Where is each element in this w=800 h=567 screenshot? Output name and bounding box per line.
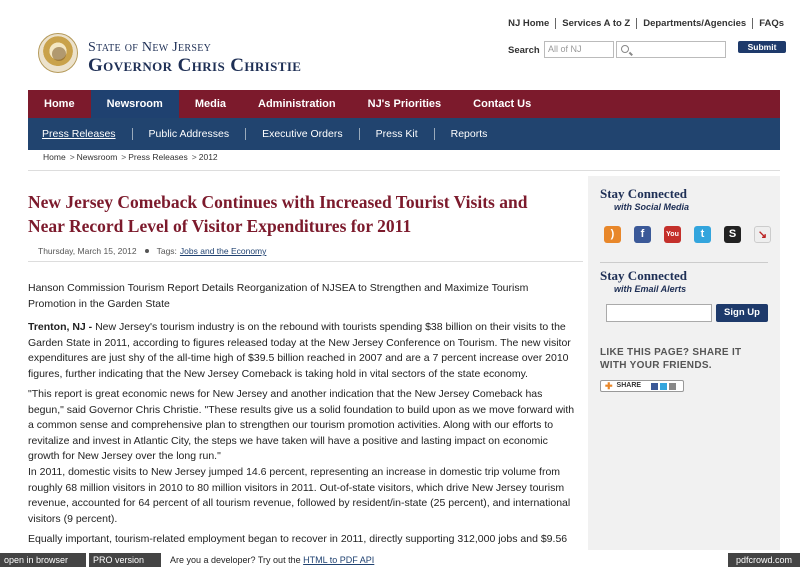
subnav-reports[interactable]: Reports xyxy=(434,128,504,140)
breadcrumb-year[interactable]: 2012 xyxy=(198,152,218,162)
tag-link[interactable]: Jobs and the Economy xyxy=(179,246,267,256)
developer-note xyxy=(170,553,374,567)
stay-connected-heading: Stay Connected xyxy=(600,186,688,201)
article-meta xyxy=(38,246,266,256)
article-date: Thursday, March 15, 2012 xyxy=(38,246,137,256)
nav-media[interactable]: Media xyxy=(194,98,226,110)
breadcrumb-home[interactable]: Home xyxy=(43,152,66,162)
nav-priorities[interactable]: NJ's Priorities xyxy=(367,98,442,110)
nav-newsroom[interactable]: Newsroom xyxy=(91,90,179,118)
top-link-faqs[interactable]: FAQs xyxy=(752,18,790,29)
sub-nav xyxy=(28,118,780,150)
top-link-services[interactable]: Services A to Z xyxy=(555,18,636,29)
social-media-subheading: with Social Media xyxy=(614,202,690,212)
main-nav xyxy=(28,90,780,118)
tags-label: Tags: xyxy=(156,246,177,256)
article-title: New Jersey Comeback Continues with Increased Tourist Visits and Near Record Level of Visitor Expenditures for 2011 xyxy=(28,192,528,236)
subnav-press-kit[interactable]: Press Kit xyxy=(359,128,434,140)
nav-home[interactable]: Home xyxy=(44,98,75,110)
facebook-icon xyxy=(651,383,658,390)
html-to-pdf-api-link[interactable]: HTML to PDF API xyxy=(303,555,375,565)
bullet-icon xyxy=(145,249,149,253)
article-paragraph: In 2011, domestic visits to New Jersey jumped 14.6 percent, representing an increase in domestic trip volume from roughly 68 million visitors in 2010 to 80 million visitors in 2011. Out-of-state visitors, which drive New Jersey tourism revenue, accounted for 64 percent of all tourism revenue, followed by resident/in-state (25 percent), and international visitors (9 percent). xyxy=(28,466,571,525)
divider xyxy=(28,170,780,171)
breadcrumb-separator: > xyxy=(121,152,127,162)
pdfcrowd-brand[interactable]: pdfcrowd.com xyxy=(728,553,800,567)
article-paragraph: Equally important, tourism-related employment began to recover in 2011, directly supporting 312,000 jobs and $9.56 xyxy=(28,533,568,545)
pdf-footer xyxy=(0,553,800,567)
stay-connected-heading: Stay Connected xyxy=(600,268,688,283)
share-label: SHARE xyxy=(616,382,642,389)
top-utility-links xyxy=(502,18,790,29)
brand-governor: Governor Chris Christie xyxy=(88,55,302,76)
share-button[interactable] xyxy=(600,380,684,392)
article-summary: Hanson Commission Tourism Report Details Reorganization of NJSEA to Strengthen and Maximize Tourism Promotion in the Garden State xyxy=(28,282,529,310)
state-seal-logo[interactable] xyxy=(38,33,78,73)
dateline: Trenton, NJ - xyxy=(28,321,93,333)
breadcrumb-separator: > xyxy=(191,152,197,162)
sidebar xyxy=(588,176,780,550)
facebook-icon[interactable]: f xyxy=(634,226,651,243)
divider xyxy=(28,261,583,262)
subnav-executive-orders[interactable]: Executive Orders xyxy=(245,128,359,140)
search-submit-button[interactable]: Submit xyxy=(738,41,786,53)
external-link-icon[interactable]: ↘ xyxy=(754,226,771,243)
nav-administration[interactable]: Administration xyxy=(258,98,336,110)
breadcrumb-separator: > xyxy=(69,152,75,162)
social-icons xyxy=(604,226,784,243)
top-link-departments[interactable]: Departments/Agencies xyxy=(636,18,752,29)
top-link-nj-home[interactable]: NJ Home xyxy=(508,18,550,29)
plus-icon: ✚ xyxy=(605,381,613,391)
twitter-icon xyxy=(660,383,667,390)
rss-icon[interactable]: ) xyxy=(604,226,621,243)
article-paragraph xyxy=(28,320,576,382)
open-in-browser-button[interactable]: open in browser xyxy=(0,553,86,567)
nav-contact-us[interactable]: Contact Us xyxy=(473,98,532,110)
search-scope-select[interactable]: All of NJ xyxy=(544,41,614,58)
scribd-icon[interactable]: S xyxy=(724,226,741,243)
email-field[interactable] xyxy=(606,304,712,322)
breadcrumb xyxy=(43,152,222,162)
youtube-icon[interactable]: You xyxy=(664,226,681,243)
article-paragraph: "This report is great economic news for New Jersey and another indication that the New Jersey Comeback has begun," said Governor Chris Christie. "These results give us a solid foundation to build upon as we move forward with a common sense and comprehensive plan to strengthen our tourism promotion activities. Along with our efforts to revitalize and invest in Atlantic City, the steps we have taken will have a positive and lasting impact on economic growth for New Jersey over the long run." xyxy=(28,388,575,462)
email-icon xyxy=(669,383,676,390)
email-alerts-subheading: with Email Alerts xyxy=(614,284,687,294)
brand-state: State of New Jersey xyxy=(88,40,212,55)
site-header xyxy=(0,0,800,88)
pro-version-button[interactable]: PRO version xyxy=(89,553,161,567)
sign-up-button[interactable]: Sign Up xyxy=(716,304,768,322)
subnav-press-releases[interactable]: Press Releases xyxy=(42,128,116,140)
site-brand[interactable] xyxy=(88,40,301,77)
breadcrumb-press-releases[interactable]: Press Releases xyxy=(128,152,188,162)
breadcrumb-newsroom[interactable]: Newsroom xyxy=(76,152,118,162)
search-label: Search xyxy=(508,45,540,56)
subnav-public-addresses[interactable]: Public Addresses xyxy=(132,128,246,140)
share-prompt: LIKE THIS PAGE? SHARE IT WITH YOUR FRIENDS. xyxy=(600,347,742,371)
search-input[interactable] xyxy=(616,41,726,58)
search-icon xyxy=(621,45,629,53)
paragraph-text: New Jersey's tourism industry is on the rebound with tourists spending $38 billion on their visits to the Garden State in 2011, according to figures released today at the New Jersey Conference on Tourism. The new visitor expenditures are just shy of the all-time high of $39.5 billion reached in 2007 and are a 7 percent increase over 2010 figures, further indicating that the New Jersey Comeback is taking hold in vital sectors of the state economy. xyxy=(28,321,571,380)
divider xyxy=(600,262,768,263)
twitter-icon[interactable]: t xyxy=(694,226,711,243)
developer-text: Are you a developer? Try out the xyxy=(170,555,301,565)
